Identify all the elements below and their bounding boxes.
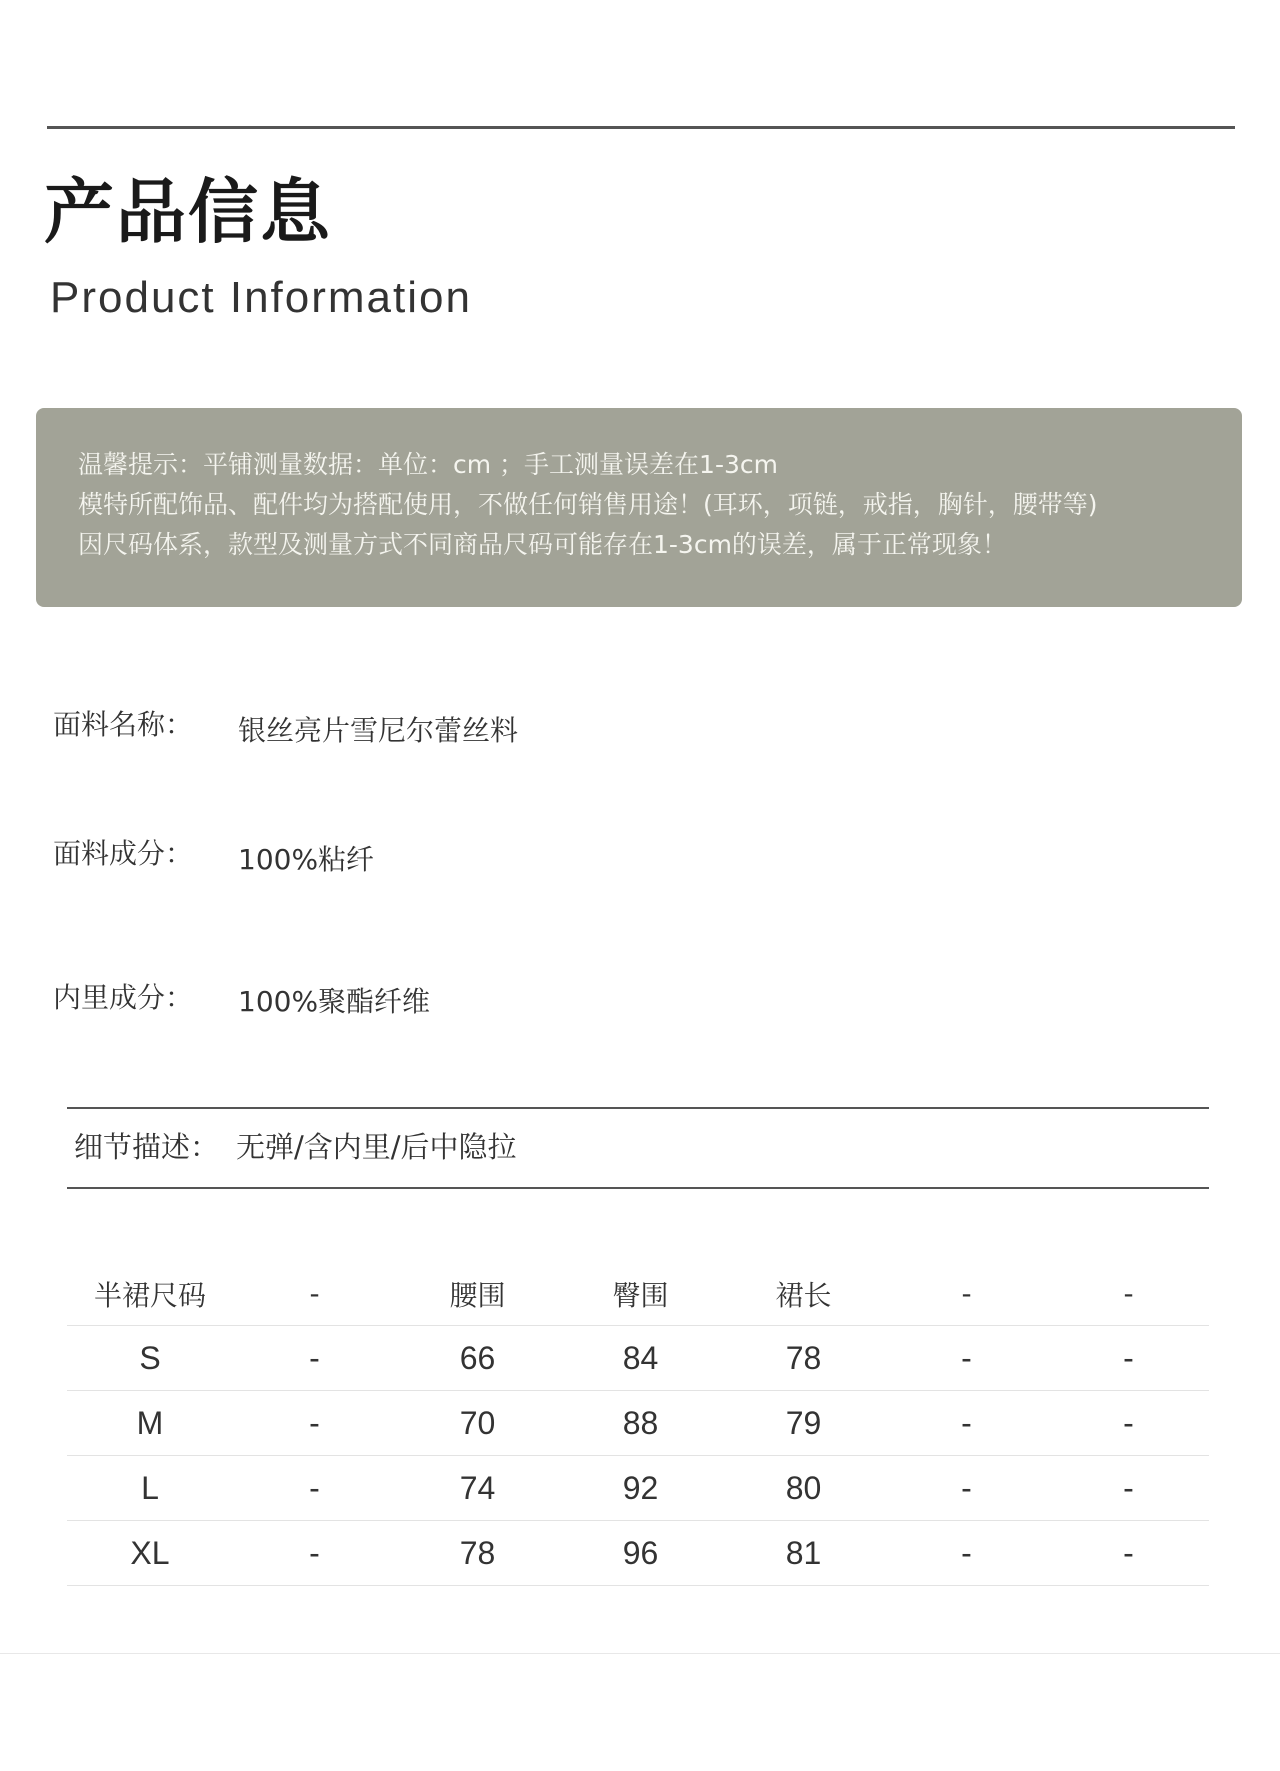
table-cell: - [961,1339,972,1376]
size-table [67,1262,1209,1586]
table-cell: 79 [785,1404,822,1441]
size-table-header [67,1262,1209,1326]
table-cell: XL [130,1534,170,1571]
header-cell-waist: 腰围 [449,1278,506,1312]
table-cell: 88 [622,1404,659,1441]
notice-line-units: 温馨提示：平铺测量数据：单位：cm ；手工测量误差在1-3cm [78,450,778,479]
details-label: 细节描述： [74,1130,220,1164]
page-title: 产品信息 [44,171,332,253]
table-cell: 81 [785,1534,822,1571]
table-cell: - [309,1404,320,1441]
top-divider [47,126,1235,129]
details-value: 无弹/含内里/后中隐拉 [236,1130,517,1164]
table-cell: 80 [785,1469,822,1506]
table-cell: - [961,1404,972,1441]
fabric-name-value: 银丝亮片雪尼尔蕾丝料 [238,714,519,747]
fabric-composition-value: 100%粘纤 [238,843,375,876]
table-row [67,1521,1209,1586]
table-cell: 78 [785,1339,822,1376]
header-cell-size: 半裙尺码 [93,1278,206,1312]
details-top-divider [67,1107,1209,1109]
table-cell: - [309,1469,320,1506]
fabric-name-label: 面料名称： [53,708,194,741]
table-cell: - [1123,1469,1134,1506]
table-cell: - [961,1534,972,1571]
header-cell: - [309,1277,320,1310]
table-row [67,1326,1209,1391]
table-cell: 96 [622,1534,659,1571]
notice-line-accessories: 模特所配饰品、配件均为搭配使用，不做任何销售用途！(耳环，项链，戒指，胸针，腰带等) [78,490,1098,519]
lining-composition-label: 内里成分： [53,981,194,1014]
table-cell: L [141,1469,159,1506]
table-cell: 92 [622,1469,659,1506]
table-cell: - [1123,1534,1134,1571]
page-subtitle: Product Information [50,273,472,322]
table-cell: - [1123,1404,1134,1441]
fabric-composition-label: 面料成分： [53,837,194,870]
notice-box [36,408,1242,607]
table-cell: 74 [459,1469,496,1506]
header-cell: - [961,1277,972,1310]
header-cell-hip: 臀围 [612,1278,669,1312]
table-cell: S [139,1339,161,1376]
table-cell: - [1123,1339,1134,1376]
details-bottom-divider [67,1187,1209,1189]
table-cell: 84 [622,1339,659,1376]
table-cell: - [309,1339,320,1376]
table-cell: - [309,1534,320,1571]
header-cell-length: 裙长 [775,1278,832,1312]
lining-composition-value: 100%聚酯纤维 [238,985,431,1018]
header-cell: - [1123,1277,1134,1310]
table-row [67,1391,1209,1456]
table-cell: M [136,1404,164,1441]
notice-line-size-error: 因尺码体系，款型及测量方式不同商品尺码可能存在1-3cm的误差，属于正常现象！ [78,530,1007,559]
table-cell: - [961,1469,972,1506]
table-cell: 78 [459,1534,496,1571]
bottom-divider [0,1653,1280,1654]
table-cell: 70 [459,1404,496,1441]
table-cell: 66 [459,1339,496,1376]
table-row [67,1456,1209,1521]
